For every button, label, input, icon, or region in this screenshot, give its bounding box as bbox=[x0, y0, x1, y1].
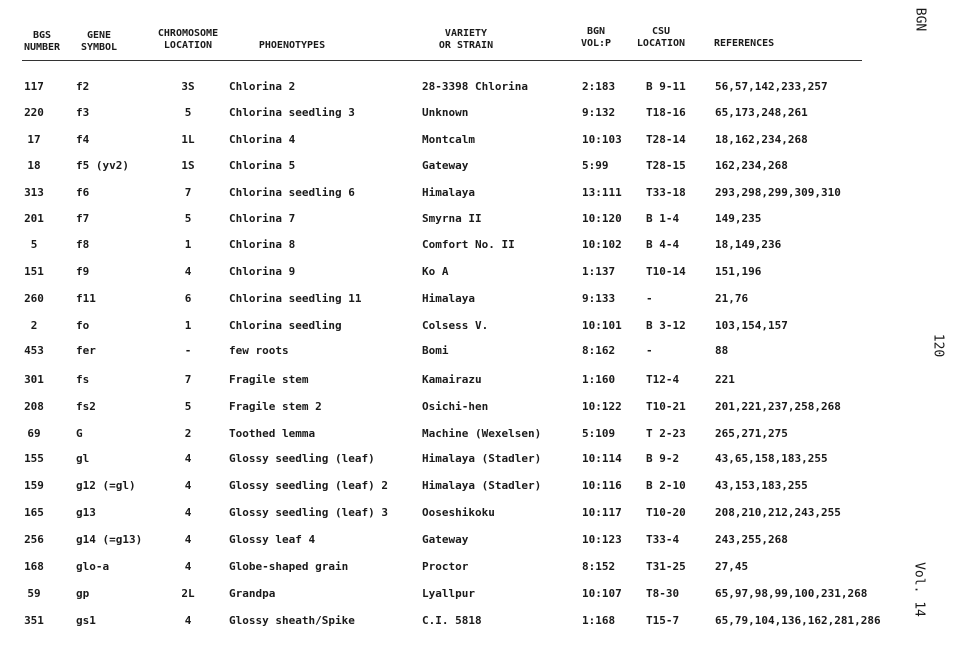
cell-bgn-vol-page: 10:123 bbox=[582, 533, 622, 546]
cell-phenotype: Fragile stem 2 bbox=[229, 400, 322, 413]
cell-bgs-number: 453 bbox=[24, 344, 44, 357]
cell-variety: Ko A bbox=[422, 265, 449, 278]
table-row bbox=[0, 587, 900, 603]
cell-gene-symbol: g13 bbox=[76, 506, 96, 519]
cell-references: 243,255,268 bbox=[715, 533, 788, 546]
cell-bgs-number: 260 bbox=[24, 292, 44, 305]
volume-label: Vol. 14 bbox=[911, 562, 927, 617]
cell-csu-location: B 3-12 bbox=[646, 319, 686, 332]
cell-references: 21,76 bbox=[715, 292, 749, 305]
cell-csu-location: B 4-4 bbox=[646, 238, 680, 251]
cell-csu-location: T 2-23 bbox=[646, 427, 686, 440]
cell-references: 149,235 bbox=[715, 212, 762, 225]
table-row bbox=[0, 80, 900, 96]
cell-chromosome-location: 1 bbox=[184, 319, 192, 332]
cell-chromosome-location: 7 bbox=[184, 186, 192, 199]
cell-bgs-number: 2 bbox=[30, 319, 38, 332]
cell-bgn-vol-page: 9:133 bbox=[582, 292, 616, 305]
cell-bgs-number: 301 bbox=[24, 373, 44, 386]
header-line: VOL:P bbox=[580, 38, 612, 49]
table-row bbox=[0, 479, 900, 495]
cell-gene-symbol: glo-a bbox=[76, 560, 110, 573]
table-row bbox=[0, 106, 900, 122]
cell-references: 56,57,142,233,257 bbox=[715, 80, 828, 93]
cell-variety: Kamairazu bbox=[422, 373, 482, 386]
table-row bbox=[0, 427, 900, 443]
header-line: BGN bbox=[586, 26, 606, 37]
page-number: 120 bbox=[930, 333, 946, 358]
header-line: LOCATION bbox=[636, 38, 686, 49]
table-row bbox=[0, 560, 900, 576]
header-line: LOCATION bbox=[163, 40, 213, 51]
cell-chromosome-location: 4 bbox=[184, 265, 192, 278]
cell-bgn-vol-page: 10:117 bbox=[582, 506, 622, 519]
cell-phenotype: Glossy seedling (leaf) 2 bbox=[229, 479, 388, 492]
header-phenotypes bbox=[252, 40, 332, 52]
cell-references: 201,221,237,258,268 bbox=[715, 400, 841, 413]
cell-bgs-number: 69 bbox=[27, 427, 41, 440]
cell-references: 43,153,183,255 bbox=[715, 479, 808, 492]
cell-bgn-vol-page: 5:99 bbox=[582, 159, 609, 172]
cell-gene-symbol: fs bbox=[76, 373, 90, 386]
cell-bgn-vol-page: 13:111 bbox=[582, 186, 622, 199]
cell-gene-symbol: f9 bbox=[76, 265, 90, 278]
cell-gene-symbol: f3 bbox=[76, 106, 90, 119]
cell-bgs-number: 151 bbox=[24, 265, 44, 278]
cell-csu-location: B 9-11 bbox=[646, 80, 686, 93]
cell-chromosome-location: 5 bbox=[184, 212, 192, 225]
cell-bgn-vol-page: 5:109 bbox=[582, 427, 616, 440]
table-row bbox=[0, 133, 900, 149]
cell-chromosome-location: 1S bbox=[181, 159, 195, 172]
cell-csu-location: B 1-4 bbox=[646, 212, 680, 225]
table-row bbox=[0, 265, 900, 281]
cell-references: 65,97,98,99,100,231,268 bbox=[715, 587, 868, 600]
cell-phenotype: Chlorina 9 bbox=[229, 265, 296, 278]
cell-references: 65,173,248,261 bbox=[715, 106, 808, 119]
header-references bbox=[714, 38, 774, 50]
cell-variety: Himalaya (Stadler) bbox=[422, 479, 542, 492]
cell-gene-symbol: f7 bbox=[76, 212, 90, 225]
cell-variety: 28-3398 Chlorina bbox=[422, 80, 528, 93]
cell-phenotype: Glossy leaf 4 bbox=[229, 533, 316, 546]
table-row bbox=[0, 319, 900, 335]
cell-chromosome-location: 3S bbox=[181, 80, 195, 93]
header-divider bbox=[22, 60, 862, 61]
cell-bgn-vol-page: 10:103 bbox=[582, 133, 622, 146]
table-row bbox=[0, 400, 900, 416]
header-variety-or-strain bbox=[430, 28, 502, 52]
cell-references: 43,65,158,183,255 bbox=[715, 452, 828, 465]
cell-variety: C.I. 5818 bbox=[422, 614, 482, 627]
header-bgn-vol-page bbox=[574, 26, 618, 50]
cell-gene-symbol: f5 (yv2) bbox=[76, 159, 129, 172]
header-line: NUMBER bbox=[23, 42, 61, 53]
cell-references: 103,154,157 bbox=[715, 319, 788, 332]
table-row bbox=[0, 506, 900, 522]
table-row bbox=[0, 292, 900, 308]
table-row bbox=[0, 614, 900, 630]
cell-bgn-vol-page: 10:102 bbox=[582, 238, 622, 251]
table-row bbox=[0, 186, 900, 202]
cell-bgs-number: 208 bbox=[24, 400, 44, 413]
cell-variety: Colsess V. bbox=[422, 319, 489, 332]
header-line: PHOENOTYPES bbox=[258, 40, 326, 51]
cell-csu-location: T15-7 bbox=[646, 614, 680, 627]
cell-bgn-vol-page: 1:160 bbox=[582, 373, 616, 386]
cell-gene-symbol: f11 bbox=[76, 292, 96, 305]
table-row bbox=[0, 452, 900, 468]
cell-variety: Osichi-hen bbox=[422, 400, 489, 413]
header-line: CSU bbox=[651, 26, 671, 37]
cell-gene-symbol: f8 bbox=[76, 238, 90, 251]
cell-csu-location: T28-14 bbox=[646, 133, 686, 146]
cell-references: 18,162,234,268 bbox=[715, 133, 808, 146]
cell-csu-location: T33-4 bbox=[646, 533, 680, 546]
cell-phenotype: Chlorina 5 bbox=[229, 159, 296, 172]
cell-csu-location: B 9-2 bbox=[646, 452, 680, 465]
cell-bgn-vol-page: 10:116 bbox=[582, 479, 622, 492]
cell-bgn-vol-page: 10:101 bbox=[582, 319, 622, 332]
header-gene-symbol bbox=[76, 30, 122, 54]
cell-phenotype: Chlorina seedling 3 bbox=[229, 106, 355, 119]
cell-chromosome-location: 4 bbox=[184, 533, 192, 546]
cell-csu-location: T28-15 bbox=[646, 159, 686, 172]
cell-bgs-number: 18 bbox=[27, 159, 41, 172]
cell-csu-location: T12-4 bbox=[646, 373, 680, 386]
cell-references: 151,196 bbox=[715, 265, 762, 278]
cell-chromosome-location: 4 bbox=[184, 614, 192, 627]
cell-chromosome-location: 4 bbox=[184, 560, 192, 573]
cell-phenotype: Glossy seedling (leaf) 3 bbox=[229, 506, 388, 519]
cell-variety: Bomi bbox=[422, 344, 449, 357]
cell-variety: Ooseshikoku bbox=[422, 506, 495, 519]
cell-gene-symbol: f6 bbox=[76, 186, 90, 199]
cell-csu-location: - bbox=[646, 344, 653, 357]
cell-gene-symbol: gl bbox=[76, 452, 90, 465]
header-line: REFERENCES bbox=[714, 38, 775, 49]
cell-bgn-vol-page: 10:107 bbox=[582, 587, 622, 600]
cell-bgs-number: 220 bbox=[24, 106, 44, 119]
cell-chromosome-location: 7 bbox=[184, 373, 192, 386]
header-line: SYMBOL bbox=[80, 42, 118, 53]
cell-phenotype: Grandpa bbox=[229, 587, 276, 600]
cell-variety: Machine (Wexelsen) bbox=[422, 427, 542, 440]
cell-bgn-vol-page: 8:162 bbox=[582, 344, 616, 357]
table-row bbox=[0, 533, 900, 549]
cell-phenotype: Toothed lemma bbox=[229, 427, 316, 440]
cell-bgn-vol-page: 1:168 bbox=[582, 614, 616, 627]
cell-variety: Gateway bbox=[422, 159, 469, 172]
cell-variety: Gateway bbox=[422, 533, 469, 546]
cell-phenotype: Glossy sheath/Spike bbox=[229, 614, 355, 627]
table-row bbox=[0, 373, 900, 389]
cell-chromosome-location: 4 bbox=[184, 452, 192, 465]
header-line: BGS bbox=[32, 30, 52, 41]
cell-bgn-vol-page: 10:120 bbox=[582, 212, 622, 225]
cell-phenotype: Chlorina 7 bbox=[229, 212, 296, 225]
cell-gene-symbol: f4 bbox=[76, 133, 90, 146]
cell-bgs-number: 159 bbox=[24, 479, 44, 492]
cell-csu-location: T33-18 bbox=[646, 186, 686, 199]
cell-gene-symbol: g14 (=g13) bbox=[76, 533, 143, 546]
header-line: CHROMOSOME bbox=[157, 28, 219, 39]
cell-references: 18,149,236 bbox=[715, 238, 782, 251]
cell-phenotype: Chlorina seedling 11 bbox=[229, 292, 362, 305]
cell-bgn-vol-page: 8:152 bbox=[582, 560, 616, 573]
cell-phenotype: Fragile stem bbox=[229, 373, 309, 386]
cell-chromosome-location: 6 bbox=[184, 292, 192, 305]
cell-bgn-vol-page: 10:122 bbox=[582, 400, 622, 413]
cell-chromosome-location: 1L bbox=[181, 133, 195, 146]
cell-gene-symbol: g12 (=gl) bbox=[76, 479, 136, 492]
cell-bgs-number: 59 bbox=[27, 587, 41, 600]
cell-bgn-vol-page: 10:114 bbox=[582, 452, 622, 465]
cell-references: 88 bbox=[715, 344, 729, 357]
cell-bgn-vol-page: 1:137 bbox=[582, 265, 616, 278]
cell-gene-symbol: gp bbox=[76, 587, 90, 600]
cell-references: 27,45 bbox=[715, 560, 749, 573]
table-row bbox=[0, 238, 900, 254]
cell-phenotype: few roots bbox=[229, 344, 289, 357]
cell-gene-symbol: G bbox=[76, 427, 83, 440]
cell-bgs-number: 351 bbox=[24, 614, 44, 627]
cell-bgs-number: 313 bbox=[24, 186, 44, 199]
cell-csu-location: T10-20 bbox=[646, 506, 686, 519]
cell-csu-location: T10-21 bbox=[646, 400, 686, 413]
header-line: GENE bbox=[86, 30, 112, 41]
cell-variety: Lyallpur bbox=[422, 587, 475, 600]
cell-bgs-number: 17 bbox=[27, 133, 41, 146]
cell-chromosome-location: 1 bbox=[184, 238, 192, 251]
cell-csu-location: - bbox=[646, 292, 653, 305]
cell-variety: Comfort No. II bbox=[422, 238, 515, 251]
cell-references: 293,298,299,309,310 bbox=[715, 186, 841, 199]
cell-phenotype: Globe-shaped grain bbox=[229, 560, 349, 573]
cell-phenotype: Glossy seedling (leaf) bbox=[229, 452, 375, 465]
cell-bgs-number: 165 bbox=[24, 506, 44, 519]
cell-phenotype: Chlorina seedling bbox=[229, 319, 342, 332]
cell-gene-symbol: fo bbox=[76, 319, 90, 332]
cell-bgs-number: 256 bbox=[24, 533, 44, 546]
cell-gene-symbol: gs1 bbox=[76, 614, 96, 627]
cell-references: 162,234,268 bbox=[715, 159, 788, 172]
table-row bbox=[0, 212, 900, 228]
cell-chromosome-location: 5 bbox=[184, 106, 192, 119]
cell-bgs-number: 168 bbox=[24, 560, 44, 573]
header-csu-location bbox=[632, 26, 690, 50]
cell-csu-location: T18-16 bbox=[646, 106, 686, 119]
header-bgs-number bbox=[22, 30, 62, 54]
cell-bgs-number: 201 bbox=[24, 212, 44, 225]
cell-csu-location: B 2-10 bbox=[646, 479, 686, 492]
cell-phenotype: Chlorina 8 bbox=[229, 238, 296, 251]
cell-variety: Smyrna II bbox=[422, 212, 482, 225]
cell-references: 221 bbox=[715, 373, 735, 386]
cell-variety: Montcalm bbox=[422, 133, 475, 146]
cell-phenotype: Chlorina 2 bbox=[229, 80, 296, 93]
cell-gene-symbol: fer bbox=[76, 344, 96, 357]
cell-references: 65,79,104,136,162,281,286 bbox=[715, 614, 881, 627]
cell-phenotype: Chlorina seedling 6 bbox=[229, 186, 355, 199]
cell-references: 265,271,275 bbox=[715, 427, 788, 440]
header-line: OR STRAIN bbox=[438, 40, 494, 51]
cell-bgn-vol-page: 9:132 bbox=[582, 106, 616, 119]
cell-bgs-number: 5 bbox=[30, 238, 38, 251]
cell-variety: Himalaya bbox=[422, 292, 475, 305]
cell-variety: Himalaya (Stadler) bbox=[422, 452, 542, 465]
cell-bgn-vol-page: 2:183 bbox=[582, 80, 616, 93]
cell-chromosome-location: 2 bbox=[184, 427, 192, 440]
table-row bbox=[0, 159, 900, 175]
cell-chromosome-location: 5 bbox=[184, 400, 192, 413]
cell-gene-symbol: fs2 bbox=[76, 400, 96, 413]
cell-chromosome-location: 2L bbox=[181, 587, 195, 600]
cell-chromosome-location: - bbox=[184, 344, 192, 357]
cell-bgs-number: 117 bbox=[24, 80, 44, 93]
cell-csu-location: T10-14 bbox=[646, 265, 686, 278]
cell-chromosome-location: 4 bbox=[184, 506, 192, 519]
table-row bbox=[0, 344, 900, 360]
cell-gene-symbol: f2 bbox=[76, 80, 90, 93]
header-chromosome-location bbox=[150, 28, 226, 52]
cell-bgs-number: 155 bbox=[24, 452, 44, 465]
cell-variety: Unknown bbox=[422, 106, 469, 119]
cell-references: 208,210,212,243,255 bbox=[715, 506, 841, 519]
cell-chromosome-location: 4 bbox=[184, 479, 192, 492]
cell-variety: Himalaya bbox=[422, 186, 475, 199]
cell-csu-location: T8-30 bbox=[646, 587, 680, 600]
cell-phenotype: Chlorina 4 bbox=[229, 133, 296, 146]
cell-csu-location: T31-25 bbox=[646, 560, 686, 573]
header-line: VARIETY bbox=[444, 28, 488, 39]
cell-variety: Proctor bbox=[422, 560, 469, 573]
running-head-bgn: BGN bbox=[912, 7, 928, 32]
